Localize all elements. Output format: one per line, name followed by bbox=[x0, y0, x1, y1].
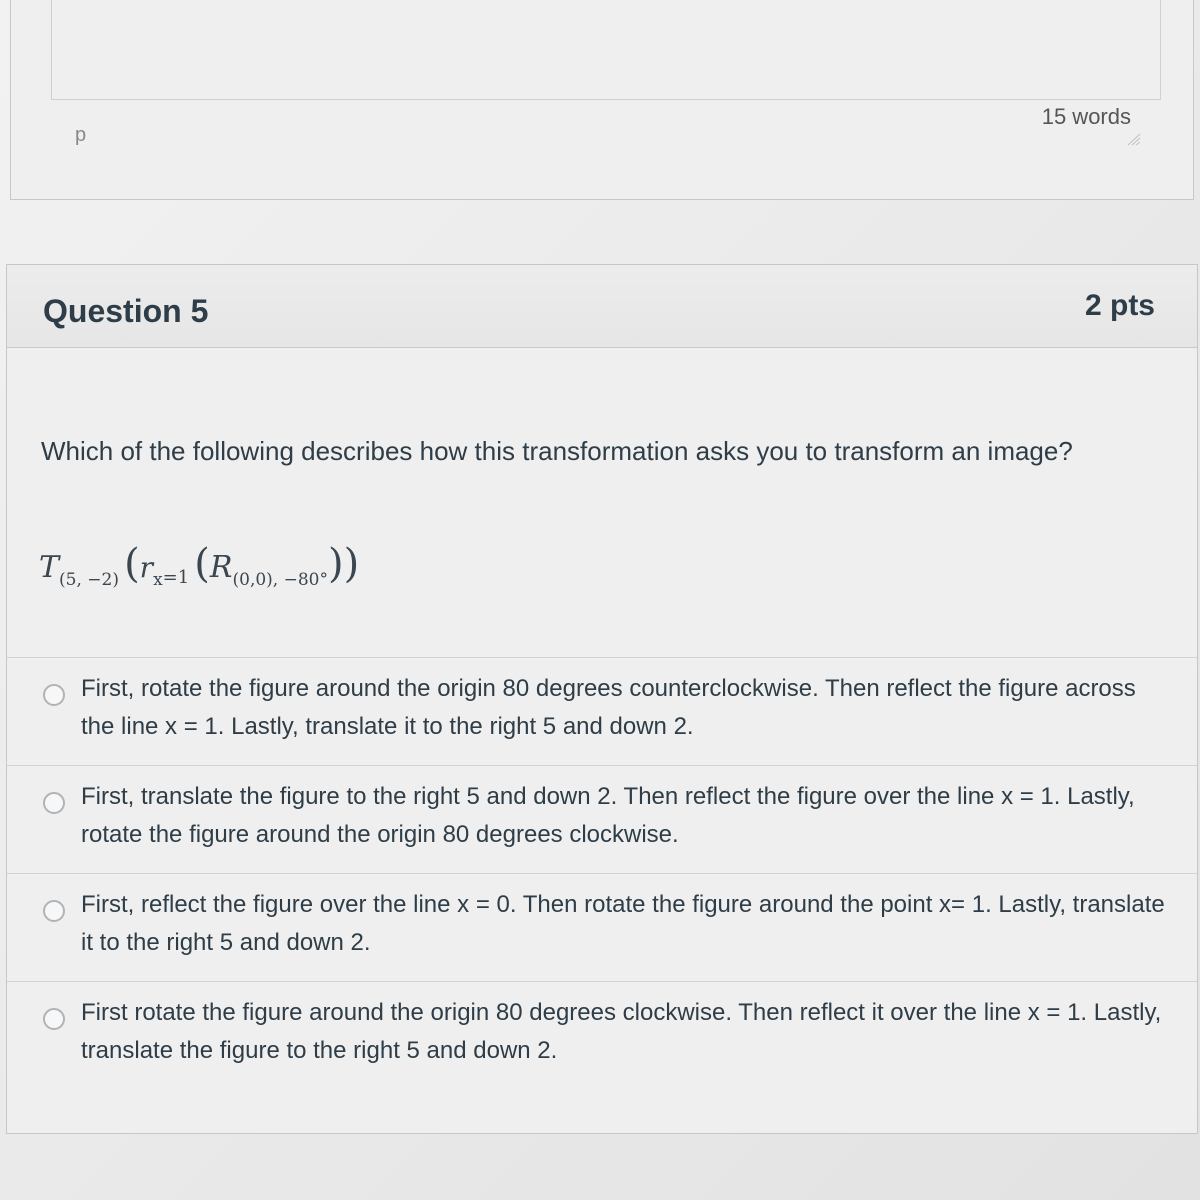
answer-option[interactable] bbox=[7, 657, 1197, 765]
radio-button[interactable] bbox=[43, 900, 65, 922]
question-header bbox=[7, 265, 1197, 348]
editor-path-indicator: p bbox=[75, 124, 87, 146]
formula-reflection-sub: x bbox=[153, 570, 163, 590]
previous-essay-answer bbox=[10, 0, 1194, 200]
radio-button[interactable] bbox=[43, 1008, 65, 1030]
radio-button[interactable] bbox=[43, 792, 65, 814]
formula-reflection-eq: =1 bbox=[162, 567, 190, 588]
resize-handle-icon[interactable] bbox=[1125, 132, 1141, 146]
formula-rotation-sub: (0,0), −80° bbox=[232, 570, 328, 590]
answer-label[interactable]: First rotate the figure around the origin 80 degrees clockwise. Then reflect it over the line x = 1. Lastly, translate the figure to the right 5 and down 2. bbox=[81, 999, 1162, 1064]
answer-option[interactable] bbox=[7, 981, 1197, 1089]
radio-button[interactable] bbox=[43, 684, 65, 706]
formula-rotation: R bbox=[209, 550, 233, 585]
answer-option[interactable] bbox=[7, 765, 1197, 873]
transformation-formula: T(5, −2) (rx=1 (R(0,0), −80°)) bbox=[39, 541, 360, 590]
answer-list bbox=[7, 657, 1197, 1089]
formula-translation: T bbox=[39, 550, 60, 585]
formula-translation-sub: (5, −2) bbox=[59, 570, 119, 590]
rich-text-editor-area[interactable] bbox=[51, 0, 1161, 100]
answer-option[interactable] bbox=[7, 873, 1197, 981]
answer-label[interactable]: First, reflect the figure over the line x = 0. Then rotate the figure around the point x= 1. Lastly, translate it to the right 5 and down 2. bbox=[81, 891, 1165, 956]
answer-label[interactable]: First, translate the figure to the right 5 and down 2. Then reflect the figure over the line x = 1. Lastly, rotate the figure around the origin 80 degrees clockwise. bbox=[81, 783, 1135, 848]
question-points: 2 pts bbox=[1084, 289, 1155, 322]
question-text: Which of the following describes how this transformation asks you to transform an image? bbox=[41, 436, 1073, 466]
answer-label[interactable]: First, rotate the figure around the origin 80 degrees counterclockwise. Then reflect the figure across the line x = 1. Lastly, translate it to the right 5 and down 2. bbox=[81, 675, 1136, 740]
formula-reflection: r bbox=[139, 551, 154, 584]
question-title: Question 5 bbox=[43, 293, 209, 329]
word-count: 15 words bbox=[1041, 104, 1131, 129]
question-card bbox=[6, 264, 1198, 1134]
